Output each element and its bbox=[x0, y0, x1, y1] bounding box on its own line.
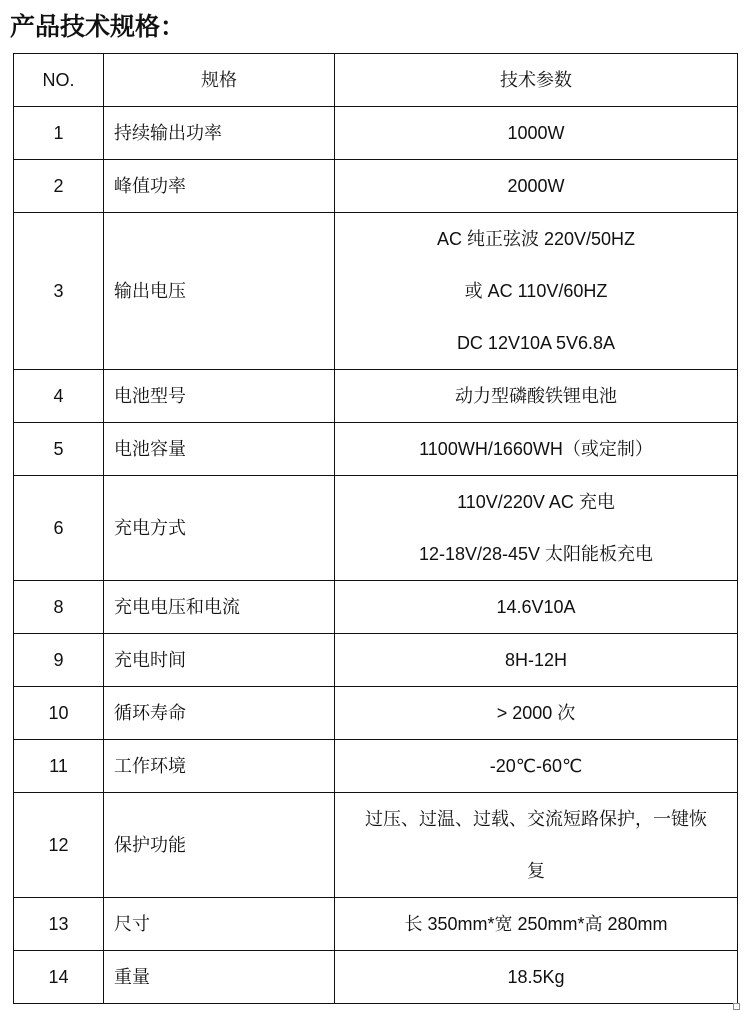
table-row bbox=[14, 793, 738, 898]
cell-no: 10 bbox=[14, 687, 104, 740]
cell-no: 8 bbox=[14, 581, 104, 634]
cell-no: 9 bbox=[14, 634, 104, 687]
param-line: 2000W bbox=[507, 176, 565, 196]
cell-no: 2 bbox=[14, 160, 104, 213]
cell-spec: 输出电压 bbox=[104, 213, 335, 370]
cell-no: 4 bbox=[14, 370, 104, 423]
table-row bbox=[14, 160, 738, 213]
param-line: 8H-12H bbox=[504, 650, 568, 670]
table-row bbox=[14, 687, 738, 740]
param-line: 动力型磷酸铁锂电池 bbox=[455, 386, 617, 406]
cell-spec: 保护功能 bbox=[104, 793, 335, 898]
cell-spec: 峰值功率 bbox=[104, 160, 335, 213]
resize-handle bbox=[733, 1003, 740, 1010]
cell-param bbox=[335, 213, 738, 370]
cell-spec: 充电时间 bbox=[104, 634, 335, 687]
cell-param bbox=[335, 898, 738, 951]
cell-spec: 充电方式 bbox=[104, 476, 335, 581]
table-row bbox=[14, 370, 738, 423]
cell-param bbox=[335, 740, 738, 793]
param-line: 复 bbox=[527, 861, 545, 881]
cell-param bbox=[335, 951, 738, 1004]
page-title: 产品技术规格： bbox=[10, 13, 186, 41]
cell-param bbox=[335, 476, 738, 581]
cell-param bbox=[335, 793, 738, 898]
cell-spec: 电池容量 bbox=[104, 423, 335, 476]
param-line: 1000W bbox=[507, 123, 565, 143]
param-line: DC 12V10A 5V6.8A bbox=[456, 333, 616, 353]
cell-spec: 重量 bbox=[104, 951, 335, 1004]
cell-no: 6 bbox=[14, 476, 104, 581]
spec-table bbox=[13, 53, 738, 1004]
cell-param bbox=[335, 687, 738, 740]
table-row bbox=[14, 581, 738, 634]
table-header-row bbox=[14, 54, 738, 107]
cell-spec: 工作环境 bbox=[104, 740, 335, 793]
table-row bbox=[14, 423, 738, 476]
param-line: 18.5Kg bbox=[507, 967, 565, 987]
cell-param bbox=[335, 423, 738, 476]
table-row bbox=[14, 951, 738, 1004]
cell-no: 1 bbox=[14, 107, 104, 160]
param-line: 1100WH/1660WH（或定制） bbox=[419, 439, 653, 459]
param-line: 长 350mm*宽 250mm*高 280mm bbox=[404, 914, 668, 934]
cell-param bbox=[335, 160, 738, 213]
param-line: 110V/220V AC 充电 bbox=[457, 492, 615, 512]
cell-param bbox=[335, 634, 738, 687]
table-row bbox=[14, 476, 738, 581]
cell-no: 14 bbox=[14, 951, 104, 1004]
cell-spec: 充电电压和电流 bbox=[104, 581, 335, 634]
param-line: 过压、过温、过载、交流短路保护，一键恢 bbox=[365, 809, 707, 829]
cell-no: 3 bbox=[14, 213, 104, 370]
table-row bbox=[14, 634, 738, 687]
table-row bbox=[14, 213, 738, 370]
param-line: 14.6V10A bbox=[496, 597, 576, 617]
cell-no: 11 bbox=[14, 740, 104, 793]
table-row bbox=[14, 740, 738, 793]
cell-spec: 尺寸 bbox=[104, 898, 335, 951]
cell-no: 12 bbox=[14, 793, 104, 898]
cell-param bbox=[335, 370, 738, 423]
table-row bbox=[14, 107, 738, 160]
cell-spec: 电池型号 bbox=[104, 370, 335, 423]
param-line: AC 纯正弦波 220V/50HZ bbox=[436, 229, 636, 249]
cell-no: 13 bbox=[14, 898, 104, 951]
param-line: 或 AC 110V/60HZ bbox=[464, 281, 608, 301]
cell-param bbox=[335, 581, 738, 634]
cell-no: 5 bbox=[14, 423, 104, 476]
cell-param bbox=[335, 107, 738, 160]
header-no: NO. bbox=[14, 54, 104, 107]
param-line: 12-18V/28-45V 太阳能板充电 bbox=[418, 544, 654, 564]
param-line: > 2000 次 bbox=[496, 703, 576, 723]
cell-spec: 循环寿命 bbox=[104, 687, 335, 740]
param-line: -20℃-60℃ bbox=[489, 756, 583, 776]
cell-spec: 持续输出功率 bbox=[104, 107, 335, 160]
table-row bbox=[14, 898, 738, 951]
header-spec: 规格 bbox=[104, 54, 335, 107]
header-param: 技术参数 bbox=[335, 54, 738, 107]
